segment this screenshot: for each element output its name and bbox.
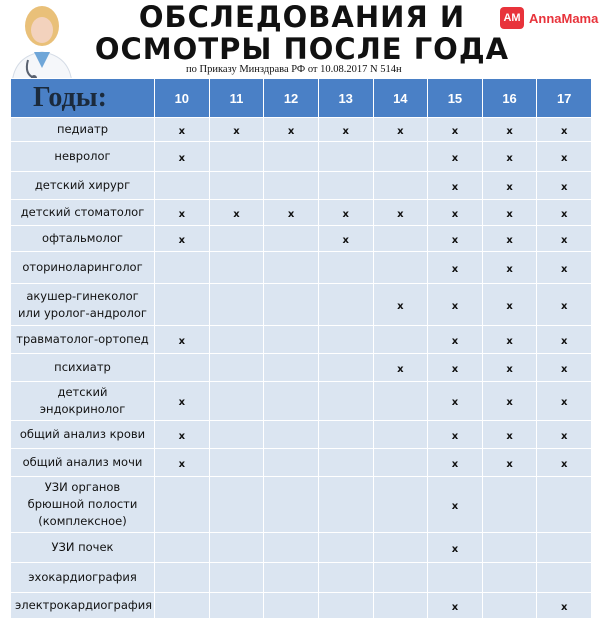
schedule-cell (318, 226, 373, 252)
check-mark: x (560, 208, 568, 220)
exam-name: детский хирург (11, 172, 155, 200)
check-mark: x (233, 208, 240, 220)
schedule-cell (537, 142, 592, 172)
schedule-cell (264, 563, 319, 593)
check-mark: x (451, 335, 459, 347)
check-mark: x (506, 397, 513, 408)
table-row (11, 449, 592, 477)
schedule-cell (428, 593, 483, 619)
check-mark: x (560, 234, 568, 246)
schedule-cell (482, 284, 537, 326)
schedule-cell (155, 284, 210, 326)
schedule-cell (537, 118, 592, 142)
exam-name: эхокардиография (11, 563, 155, 593)
table-row (11, 593, 592, 619)
check-mark: x (451, 300, 459, 312)
exam-name: электрокардиография (11, 593, 155, 619)
check-mark: x (178, 152, 186, 164)
schedule-cell (373, 382, 428, 421)
check-mark: x (451, 601, 459, 613)
check-mark: x (506, 125, 513, 137)
check-mark: x (506, 430, 513, 442)
check-mark: x (178, 335, 186, 347)
schedule-cell (155, 200, 210, 226)
schedule-cell (428, 533, 483, 563)
schedule-cell (318, 118, 373, 142)
schedule-cell (209, 252, 264, 284)
year-header: 13 (318, 79, 373, 118)
schedule-cell (537, 200, 592, 226)
exam-name: детский эндокринолог (11, 382, 155, 421)
exam-name: офтальмолог (11, 226, 155, 252)
schedule-cell (373, 172, 428, 200)
schedule-cell (482, 118, 537, 142)
schedule-cell (155, 142, 210, 172)
exam-name: оториноларинголог (11, 252, 155, 284)
schedule-cell (318, 421, 373, 449)
schedule-cell (155, 563, 210, 593)
table-row (11, 200, 592, 226)
schedule-cell (209, 421, 264, 449)
schedule-cell (428, 118, 483, 142)
schedule-cell (428, 226, 483, 252)
year-header: 15 (428, 79, 483, 118)
schedule-cell (264, 252, 319, 284)
schedule-cell (209, 118, 264, 142)
exam-name: общий анализ крови (11, 421, 155, 449)
schedule-cell (155, 421, 210, 449)
check-mark: x (560, 601, 568, 613)
schedule-cell (373, 326, 428, 354)
schedule-cell (155, 252, 210, 284)
check-mark: x (451, 458, 459, 470)
schedule-cell (373, 421, 428, 449)
schedule-cell (428, 200, 483, 226)
schedule-cell (373, 593, 428, 619)
schedule-cell (482, 382, 537, 421)
exam-name: травматолог-ортопед (11, 326, 155, 354)
schedule-cell (209, 200, 264, 226)
check-mark: x (451, 543, 459, 555)
table-row (11, 252, 592, 284)
schedule-cell (428, 284, 483, 326)
check-mark: x (178, 208, 186, 220)
schedule-cell (318, 563, 373, 593)
schedule-cell (264, 284, 319, 326)
schedule-cell (318, 354, 373, 382)
exam-name: невролог (11, 142, 155, 172)
check-mark: x (560, 430, 568, 442)
schedule-cell (537, 172, 592, 200)
schedule-cell (209, 382, 264, 421)
schedule-cell (482, 142, 537, 172)
schedule-cell (264, 326, 319, 354)
schedule-cell (373, 477, 428, 533)
schedule-cell (373, 449, 428, 477)
check-mark: x (560, 458, 568, 470)
schedule-cell (428, 252, 483, 284)
schedule-cell (209, 172, 264, 200)
schedule-cell (209, 284, 264, 326)
schedule-cell (318, 533, 373, 563)
schedule-cell (264, 421, 319, 449)
schedule-cell (209, 449, 264, 477)
table-row (11, 533, 592, 563)
schedule-cell (264, 172, 319, 200)
schedule-cell (482, 421, 537, 449)
schedule-cell (373, 200, 428, 226)
check-mark: x (451, 208, 459, 220)
table-body (11, 118, 592, 619)
schedule-cell (318, 593, 373, 619)
schedule-cell (155, 326, 210, 354)
page-subtitle: по Приказу Минздрава РФ от 10.08.2017 N 514н (186, 64, 402, 75)
schedule-cell (482, 477, 537, 533)
schedule-cell (318, 382, 373, 421)
schedule-cell (264, 354, 319, 382)
exam-name: УЗИ почек (11, 533, 155, 563)
schedule-cell (537, 533, 592, 563)
schedule-cell (537, 477, 592, 533)
schedule-cell (537, 421, 592, 449)
check-mark: x (342, 234, 349, 246)
schedule-cell (428, 354, 483, 382)
check-mark: x (451, 125, 459, 137)
check-mark: x (506, 363, 513, 375)
schedule-cell (155, 533, 210, 563)
schedule-cell (264, 382, 319, 421)
check-mark: x (397, 208, 404, 220)
schedule-cell (318, 284, 373, 326)
exam-name: детский стоматолог (11, 200, 155, 226)
schedule-cell (482, 593, 537, 619)
table-row (11, 118, 592, 142)
table-row (11, 226, 592, 252)
schedule-cell (482, 226, 537, 252)
schedule-cell (537, 449, 592, 477)
check-mark: x (451, 181, 459, 193)
schedule-cell (264, 593, 319, 619)
schedule-cell (428, 326, 483, 354)
page-title-line-1: ОБСЛЕДОВАНИЯ И (138, 0, 466, 34)
schedule-cell (482, 200, 537, 226)
schedule-cell (428, 142, 483, 172)
brand-name: AnnaMama (529, 10, 599, 26)
schedule-cell (373, 533, 428, 563)
schedule-cell (373, 118, 428, 142)
schedule-cell (482, 326, 537, 354)
schedule-cell (209, 226, 264, 252)
schedule-cell (482, 172, 537, 200)
schedule-cell (155, 354, 210, 382)
schedule-cell (482, 533, 537, 563)
check-mark: x (451, 500, 459, 512)
schedule-cell (537, 382, 592, 421)
check-mark: x (287, 208, 295, 220)
table-header-row (11, 79, 592, 118)
schedule-cell (318, 172, 373, 200)
schedule-cell (373, 563, 428, 593)
schedule-cell (264, 118, 319, 142)
schedule-cell (373, 252, 428, 284)
schedule-cell (482, 252, 537, 284)
check-mark: x (451, 363, 459, 375)
check-mark: x (451, 397, 459, 408)
exam-name: УЗИ органов брюшной полости (комплексное) (11, 477, 155, 533)
exam-name: акушер-гинеколог или уролог-андролог (11, 284, 155, 326)
table-row (11, 172, 592, 200)
check-mark: x (397, 363, 404, 375)
check-mark: x (506, 300, 513, 312)
check-mark: x (560, 181, 568, 193)
table-row (11, 326, 592, 354)
check-mark: x (178, 458, 186, 470)
year-header: 14 (373, 79, 428, 118)
schedule-cell (155, 477, 210, 533)
table-row (11, 142, 592, 172)
schedule-cell (209, 563, 264, 593)
check-mark: x (342, 125, 349, 137)
year-header: 16 (482, 79, 537, 118)
schedule-cell (318, 200, 373, 226)
page-title-line-2: ОСМОТРЫ ПОСЛЕ ГОДА (94, 32, 510, 66)
schedule-cell (373, 142, 428, 172)
check-mark: x (560, 397, 568, 408)
schedule-cell (373, 354, 428, 382)
check-mark: x (178, 430, 186, 442)
schedule-cell (537, 354, 592, 382)
schedule-cell (209, 354, 264, 382)
schedule-cell (318, 477, 373, 533)
schedule-cell (482, 449, 537, 477)
exam-name: общий анализ мочи (11, 449, 155, 477)
schedule-cell (537, 284, 592, 326)
schedule-cell (428, 172, 483, 200)
check-mark: x (178, 125, 186, 137)
schedule-cell (264, 533, 319, 563)
schedule-cell (318, 326, 373, 354)
schedule-cell (428, 477, 483, 533)
schedule-cell (537, 252, 592, 284)
schedule-cell (428, 449, 483, 477)
check-mark: x (560, 335, 568, 347)
check-mark: x (506, 263, 513, 275)
schedule-cell (155, 118, 210, 142)
check-mark: x (506, 181, 513, 193)
schedule-cell (537, 226, 592, 252)
check-mark: x (560, 300, 568, 312)
table-row (11, 284, 592, 326)
brand-logo-icon: AM (500, 7, 524, 29)
schedule-cell (318, 142, 373, 172)
schedule-cell (155, 172, 210, 200)
exam-name: психиатр (11, 354, 155, 382)
check-mark: x (451, 152, 459, 164)
schedule-cell (428, 382, 483, 421)
check-mark: x (506, 458, 513, 470)
schedule-cell (209, 142, 264, 172)
exam-schedule-table (10, 78, 592, 619)
exam-name: педиатр (11, 118, 155, 142)
table-row (11, 421, 592, 449)
check-mark: x (560, 263, 568, 275)
schedule-cell (264, 477, 319, 533)
table-row (11, 354, 592, 382)
year-header: 11 (209, 79, 264, 118)
schedule-cell (373, 226, 428, 252)
check-mark: x (178, 234, 186, 246)
check-mark: x (287, 125, 295, 137)
table-row (11, 382, 592, 421)
schedule-cell (482, 563, 537, 593)
schedule-cell (537, 593, 592, 619)
schedule-cell (155, 593, 210, 619)
schedule-cell (373, 284, 428, 326)
schedule-cell (318, 449, 373, 477)
doctor-illustration (4, 0, 80, 84)
year-header: 10 (155, 79, 210, 118)
check-mark: x (342, 208, 349, 220)
schedule-cell (537, 563, 592, 593)
check-mark: x (178, 397, 186, 408)
check-mark: x (506, 208, 513, 220)
schedule-cell (155, 449, 210, 477)
years-label: Годы: (11, 79, 155, 118)
schedule-cell (264, 142, 319, 172)
schedule-cell (209, 477, 264, 533)
table-row (11, 563, 592, 593)
check-mark: x (233, 125, 240, 137)
check-mark: x (560, 152, 568, 164)
table-row (11, 477, 592, 533)
schedule-cell (482, 354, 537, 382)
year-header: 12 (264, 79, 319, 118)
schedule-cell (209, 533, 264, 563)
schedule-cell (209, 326, 264, 354)
schedule-cell (209, 593, 264, 619)
check-mark: x (451, 430, 459, 442)
year-header: 17 (537, 79, 592, 118)
schedule-cell (264, 200, 319, 226)
schedule-cell (537, 326, 592, 354)
schedule-cell (155, 226, 210, 252)
check-mark: x (506, 234, 513, 246)
check-mark: x (506, 335, 513, 347)
check-mark: x (397, 125, 404, 137)
check-mark: x (560, 125, 568, 137)
check-mark: x (451, 234, 459, 246)
schedule-cell (428, 421, 483, 449)
check-mark: x (560, 363, 568, 375)
brand (500, 6, 598, 30)
schedule-cell (428, 563, 483, 593)
schedule-cell (155, 382, 210, 421)
schedule-cell (264, 449, 319, 477)
check-mark: x (397, 300, 404, 312)
schedule-cell (264, 226, 319, 252)
check-mark: x (451, 263, 459, 275)
schedule-cell (318, 252, 373, 284)
check-mark: x (506, 152, 513, 164)
